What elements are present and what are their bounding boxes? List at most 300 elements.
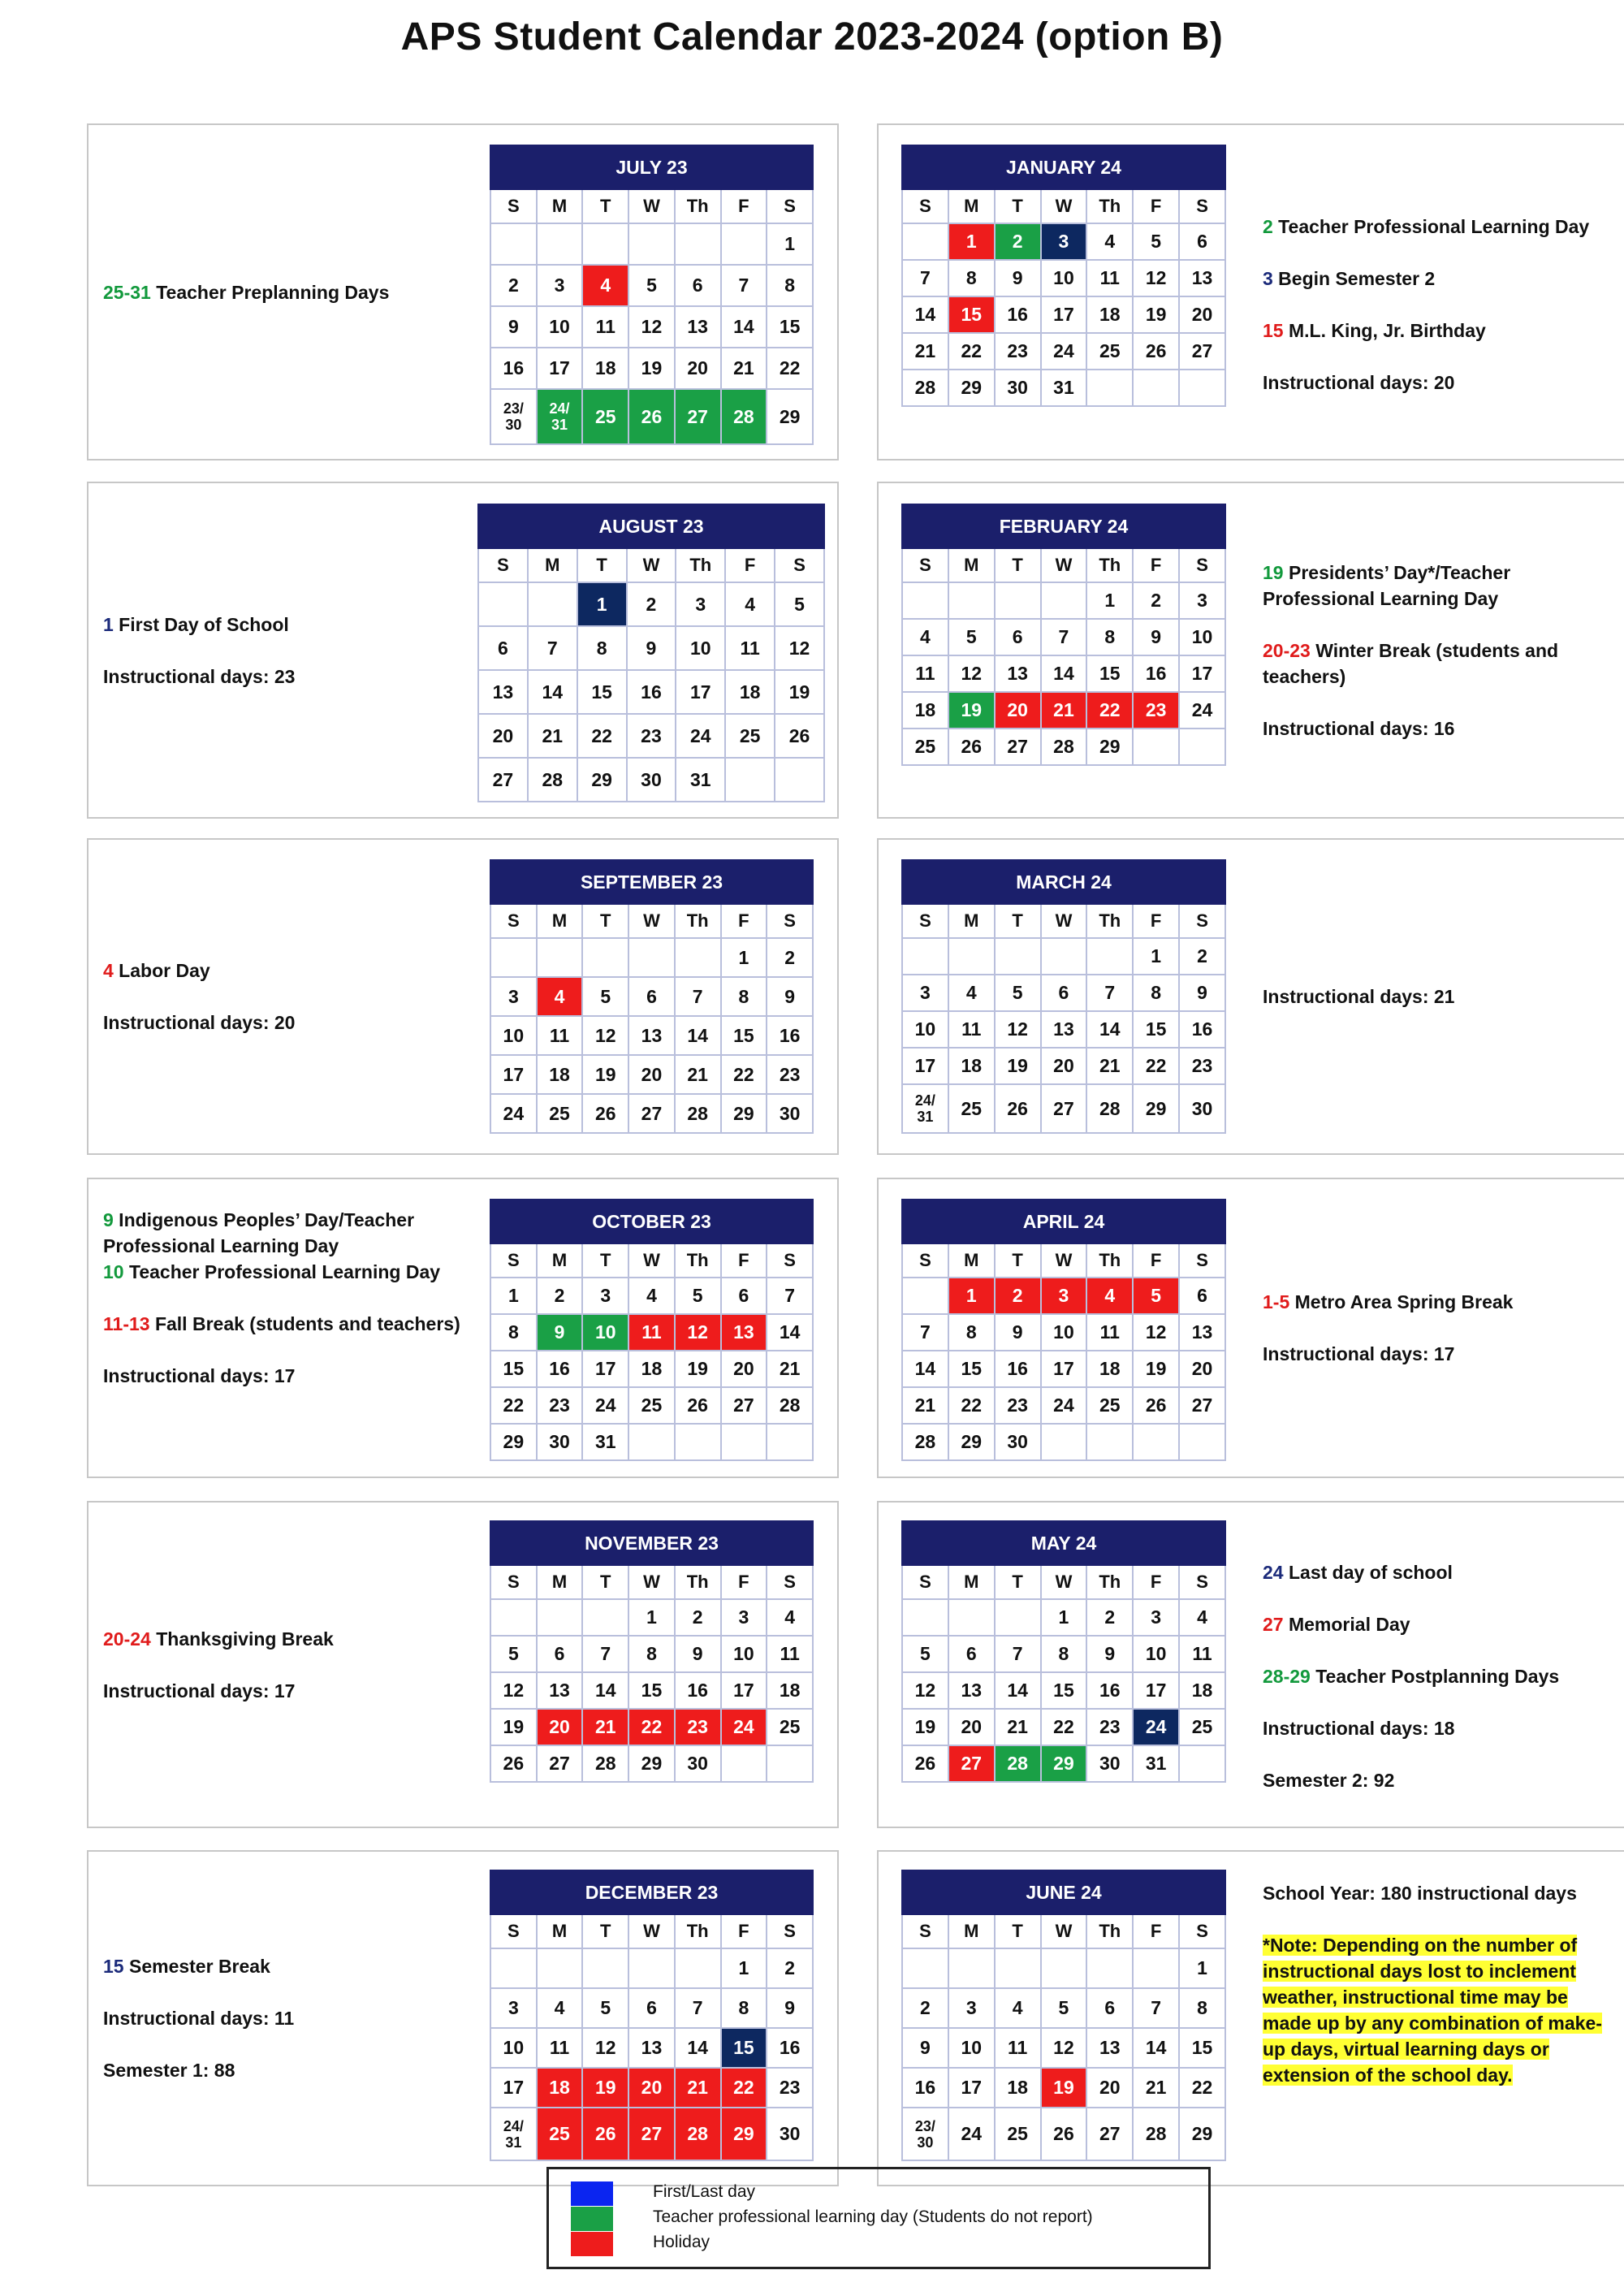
empty-day-cell [1179,729,1225,765]
empty-day-cell [1086,938,1133,975]
empty-day-cell [1086,1424,1133,1460]
week-row [902,1672,1225,1709]
note-paragraph [1263,318,1620,344]
note-text: Memorial Day [1283,1614,1410,1635]
weekday-label: S [902,1243,948,1278]
empty-day-cell [775,758,824,802]
day-cell: 18 [995,2068,1041,2108]
empty-day-cell [767,1745,813,1782]
day-cell: 16 [995,1351,1041,1387]
month-title: JULY 23 [490,145,813,189]
week-row [490,1636,813,1672]
week-row [902,296,1225,333]
day-cell: 28 [675,2108,721,2160]
day-cell: 19 [775,670,824,714]
week-row [902,1424,1225,1460]
day-cell: 15 [577,670,627,714]
week-row [490,1745,813,1782]
day-cell: 6 [675,265,721,306]
day-cell: 26 [995,1084,1041,1133]
day-cell: 22 [1041,1709,1087,1745]
note-paragraph [1263,1932,1620,2088]
day-cell: 28 [528,758,577,802]
legend [546,2167,1211,2269]
day-cell: 24/ 31 [537,389,583,444]
day-cell: 14 [675,1016,721,1055]
weekday-label: F [1133,1565,1179,1599]
day-cell: 23 [627,714,676,758]
day-cell: 30 [767,2108,813,2160]
day-cell: 1 [1041,1599,1087,1636]
day-cell: 28 [675,1094,721,1133]
empty-day-cell [478,582,528,626]
weekday-label: F [1133,189,1179,223]
day-cell: 14 [995,1672,1041,1709]
calendar-september-23 [490,859,814,1134]
day-cell: 17 [1041,1351,1087,1387]
day-cell: 1 [1179,1948,1225,1988]
day-cell: 3 [721,1599,767,1636]
weekday-label: T [995,1565,1041,1599]
weekday-label: S [490,189,537,223]
day-cell: 9 [995,260,1041,296]
week-row [902,370,1225,406]
day-cell: 22 [628,1709,675,1745]
note-paragraph [1263,1559,1620,1585]
note-text: First Day of School [113,614,289,635]
note-date-range: 1-5 [1263,1291,1290,1312]
empty-day-cell [1086,370,1133,406]
month-title: JANUARY 24 [902,145,1225,189]
day-cell: 4 [1086,1278,1133,1314]
weekday-label: T [995,548,1041,582]
empty-day-cell [582,1948,628,1988]
day-cell: 29 [1179,2108,1225,2160]
day-cell: 13 [995,655,1041,692]
note-text: Instructional days: 20 [1263,372,1455,393]
weekday-label: Th [1086,1914,1133,1948]
weekday-label: F [1133,1914,1179,1948]
weekday-label: S [767,1914,813,1948]
day-cell: 18 [582,348,628,389]
day-cell: 24/ 31 [902,1084,948,1133]
day-cell: 19 [490,1709,537,1745]
month-notes-december-23 [103,1953,460,2083]
day-cell: 24 [490,1094,537,1133]
note-text: Labor Day [113,960,210,981]
day-cell: 11 [767,1636,813,1672]
day-cell: 26 [1041,2108,1087,2160]
day-cell: 19 [582,2068,628,2108]
day-cell: 29 [721,1094,767,1133]
day-cell: 26 [675,1387,721,1424]
day-cell: 14 [767,1314,813,1351]
day-cell: 10 [676,626,725,670]
empty-day-cell [490,1599,537,1636]
week-row [902,333,1225,370]
week-row [902,1636,1225,1672]
day-cell: 27 [628,1094,675,1133]
empty-day-cell [1041,582,1087,619]
week-row [902,1351,1225,1387]
day-cell: 4 [1086,223,1133,260]
day-cell: 24 [1179,692,1225,729]
day-cell: 25 [902,729,948,765]
day-cell: 29 [490,1424,537,1460]
weekday-label: S [767,1565,813,1599]
day-cell: 13 [948,1672,995,1709]
day-cell: 9 [995,1314,1041,1351]
weekday-label: F [721,1243,767,1278]
day-cell: 1 [721,1948,767,1988]
week-row [902,975,1225,1011]
weekday-label: S [490,1243,537,1278]
day-cell: 30 [1179,1084,1225,1133]
month-notes-april-24 [1263,1289,1620,1367]
week-row [902,655,1225,692]
day-cell: 6 [628,977,675,1016]
week-row [902,1387,1225,1424]
empty-day-cell [948,1948,995,1988]
note-paragraph [103,1363,460,1389]
day-cell: 5 [948,619,995,655]
day-cell: 15 [1133,1011,1179,1048]
note-paragraph [1263,1289,1620,1315]
note-text: Metro Area Spring Break [1289,1291,1514,1312]
note-paragraph [1263,638,1620,690]
calendar-april-24 [901,1199,1226,1461]
day-cell: 13 [628,1016,675,1055]
day-cell: 2 [490,265,537,306]
empty-day-cell [995,582,1041,619]
day-cell: 2 [902,1988,948,2028]
day-cell: 22 [721,1055,767,1094]
day-cell: 5 [628,265,675,306]
weekday-label: W [628,1565,675,1599]
day-cell: 23 [767,1055,813,1094]
day-cell: 29 [1086,729,1133,765]
empty-day-cell [902,938,948,975]
day-cell: 4 [628,1278,675,1314]
day-cell: 26 [582,2108,628,2160]
day-cell: 2 [537,1278,583,1314]
week-row [902,1948,1225,1988]
weekday-label: S [902,548,948,582]
day-cell: 1 [577,582,627,626]
day-cell: 9 [675,1636,721,1672]
note-paragraph [1263,1767,1620,1793]
day-cell: 18 [767,1672,813,1709]
weekday-label: S [902,1914,948,1948]
day-cell: 2 [767,1948,813,1988]
calendar-february-24 [901,504,1226,766]
month-title: MAY 24 [902,1521,1225,1565]
day-cell: 1 [948,223,995,260]
day-cell: 31 [582,1424,628,1460]
day-cell: 14 [675,2028,721,2068]
day-cell: 29 [948,370,995,406]
day-cell: 6 [537,1636,583,1672]
day-cell: 23 [995,1387,1041,1424]
day-cell: 17 [490,2068,537,2108]
weekday-label: S [1179,1914,1225,1948]
day-cell: 15 [1086,655,1133,692]
day-cell: 14 [902,296,948,333]
empty-day-cell [528,582,577,626]
day-cell: 30 [537,1424,583,1460]
day-cell: 25 [1086,1387,1133,1424]
week-row [490,977,813,1016]
day-cell: 6 [948,1636,995,1672]
day-cell: 6 [628,1988,675,2028]
week-row [490,1948,813,1988]
day-cell: 20 [948,1709,995,1745]
day-cell: 4 [948,975,995,1011]
day-cell: 21 [721,348,767,389]
day-cell: 18 [537,2068,583,2108]
day-cell: 20 [628,1055,675,1094]
day-cell: 30 [675,1745,721,1782]
week-row [490,1599,813,1636]
day-cell: 16 [627,670,676,714]
day-cell: 27 [1086,2108,1133,2160]
day-cell: 31 [1041,370,1087,406]
day-cell: 1 [490,1278,537,1314]
weekday-label: S [767,904,813,938]
note-date-range: 4 [103,960,114,981]
day-cell: 1 [1086,582,1133,619]
day-cell: 19 [628,348,675,389]
day-cell: 14 [721,306,767,348]
note-paragraph [1263,716,1620,742]
day-cell: 21 [1133,2068,1179,2108]
day-cell: 23 [1179,1048,1225,1084]
day-cell: 2 [675,1599,721,1636]
note-date-range: 10 [103,1261,124,1282]
day-cell: 6 [1086,1988,1133,2028]
day-cell: 11 [1086,260,1133,296]
month-notes-may-24 [1263,1559,1620,1793]
weekday-label: M [948,1565,995,1599]
day-cell: 24 [721,1709,767,1745]
empty-day-cell [1086,1948,1133,1988]
note-date-range: 25-31 [103,282,151,303]
legend-label-professional: Teacher professional learning day (Students do not report) [653,2207,1093,2226]
note-date-range: 1 [103,614,114,635]
day-cell: 7 [675,977,721,1016]
day-cell: 18 [628,1351,675,1387]
day-cell: 20 [721,1351,767,1387]
weekday-label: Th [675,1914,721,1948]
weekday-label: W [628,904,675,938]
week-row [902,2108,1225,2160]
note-paragraph [103,664,460,690]
weekday-label: T [582,189,628,223]
day-cell: 9 [902,2028,948,2068]
day-cell: 19 [948,692,995,729]
weekday-label: W [1041,1565,1087,1599]
empty-day-cell [902,1948,948,1988]
note-paragraph [103,1311,460,1337]
week-row [490,265,813,306]
day-cell: 13 [675,306,721,348]
day-cell: 6 [1179,223,1225,260]
weekday-label: F [1133,1243,1179,1278]
day-cell: 21 [582,1709,628,1745]
day-cell: 10 [1133,1636,1179,1672]
empty-day-cell [582,1599,628,1636]
day-cell: 12 [490,1672,537,1709]
day-cell: 12 [582,2028,628,2068]
day-cell: 13 [628,2028,675,2068]
weekday-label: W [627,548,676,582]
empty-day-cell [490,938,537,977]
day-cell: 17 [1133,1672,1179,1709]
month-title: APRIL 24 [902,1200,1225,1243]
day-cell: 30 [995,370,1041,406]
day-cell: 10 [490,1016,537,1055]
day-cell: 14 [902,1351,948,1387]
day-cell: 15 [490,1351,537,1387]
day-cell: 23 [537,1387,583,1424]
day-cell: 1 [948,1278,995,1314]
day-cell: 3 [948,1988,995,2028]
weekday-label: S [767,189,813,223]
day-cell: 24 [582,1387,628,1424]
day-cell: 28 [1086,1084,1133,1133]
weekday-label: Th [1086,1243,1133,1278]
empty-day-cell [628,938,675,977]
day-cell: 5 [1133,1278,1179,1314]
day-cell: 7 [675,1988,721,2028]
day-cell: 22 [948,1387,995,1424]
note-text: Indigenous Peoples’ Day/Teacher Professional Learning Day [103,1209,415,1256]
week-row [902,729,1225,765]
week-row [490,1672,813,1709]
day-cell: 5 [1041,1988,1087,2028]
day-cell: 8 [1133,975,1179,1011]
day-cell: 11 [902,655,948,692]
weekday-label: Th [675,1565,721,1599]
day-cell: 11 [725,626,775,670]
weekday-label: S [1179,904,1225,938]
calendar-march-24 [901,859,1226,1134]
day-cell: 7 [721,265,767,306]
day-cell: 20 [1041,1048,1087,1084]
calendar-november-23 [490,1520,814,1783]
day-cell: 23 [995,333,1041,370]
day-cell: 5 [995,975,1041,1011]
week-row [490,223,813,265]
day-cell: 3 [1041,223,1087,260]
day-cell: 21 [767,1351,813,1387]
day-cell: 7 [528,626,577,670]
day-cell: 3 [1179,582,1225,619]
weekday-label: W [628,1243,675,1278]
day-cell: 1 [767,223,813,265]
note-text: Instructional days: 17 [103,1680,296,1701]
day-cell: 15 [767,306,813,348]
day-cell: 12 [675,1314,721,1351]
day-cell: 6 [478,626,528,670]
week-row [490,1314,813,1351]
day-cell: 15 [948,1351,995,1387]
day-cell: 10 [948,2028,995,2068]
day-cell: 8 [948,260,995,296]
day-cell: 27 [1179,1387,1225,1424]
empty-day-cell [721,223,767,265]
weekday-label: W [1041,548,1087,582]
day-cell: 14 [1133,2028,1179,2068]
note-paragraph [103,279,460,305]
day-cell: 29 [721,2108,767,2160]
week-row [902,2068,1225,2108]
empty-day-cell [628,1948,675,1988]
day-cell: 22 [577,714,627,758]
day-cell: 17 [537,348,583,389]
empty-day-cell [490,1948,537,1988]
note-text: Semester Break [123,1956,270,1977]
weekday-label: M [948,548,995,582]
day-cell: 7 [902,260,948,296]
day-cell: 3 [537,265,583,306]
day-cell: 12 [775,626,824,670]
weekday-label: F [721,189,767,223]
day-cell: 12 [628,306,675,348]
week-row [902,1084,1225,1133]
week-row [902,1599,1225,1636]
day-cell: 23 [1086,1709,1133,1745]
empty-day-cell [628,223,675,265]
note-paragraph [103,1207,460,1285]
day-cell: 3 [902,975,948,1011]
empty-day-cell [537,1948,583,1988]
week-row [490,1094,813,1133]
note-paragraph [1263,984,1620,1010]
day-cell: 8 [948,1314,995,1351]
note-text: School Year: 180 instructional days [1263,1883,1577,1904]
day-cell: 19 [1133,1351,1179,1387]
day-cell: 10 [582,1314,628,1351]
empty-day-cell [1133,729,1179,765]
empty-day-cell [675,1424,721,1460]
day-cell: 13 [537,1672,583,1709]
day-cell: 11 [537,1016,583,1055]
day-cell: 9 [1133,619,1179,655]
weekday-label: T [582,1914,628,1948]
day-cell: 30 [627,758,676,802]
day-cell: 15 [721,2028,767,2068]
day-cell: 26 [948,729,995,765]
calendar-may-24 [901,1520,1226,1783]
day-cell: 14 [1041,655,1087,692]
weekday-label: F [721,1565,767,1599]
weekday-label: M [537,1565,583,1599]
day-cell: 14 [1086,1011,1133,1048]
day-cell: 18 [948,1048,995,1084]
empty-day-cell [902,223,948,260]
day-cell: 18 [1086,296,1133,333]
note-paragraph [1263,1663,1620,1689]
day-cell: 16 [1133,655,1179,692]
week-row [490,1278,813,1314]
weekday-label: M [948,1243,995,1278]
day-cell: 8 [1086,619,1133,655]
day-cell: 12 [582,1016,628,1055]
day-cell: 31 [1133,1745,1179,1782]
day-cell: 2 [1133,582,1179,619]
day-cell: 26 [1133,1387,1179,1424]
